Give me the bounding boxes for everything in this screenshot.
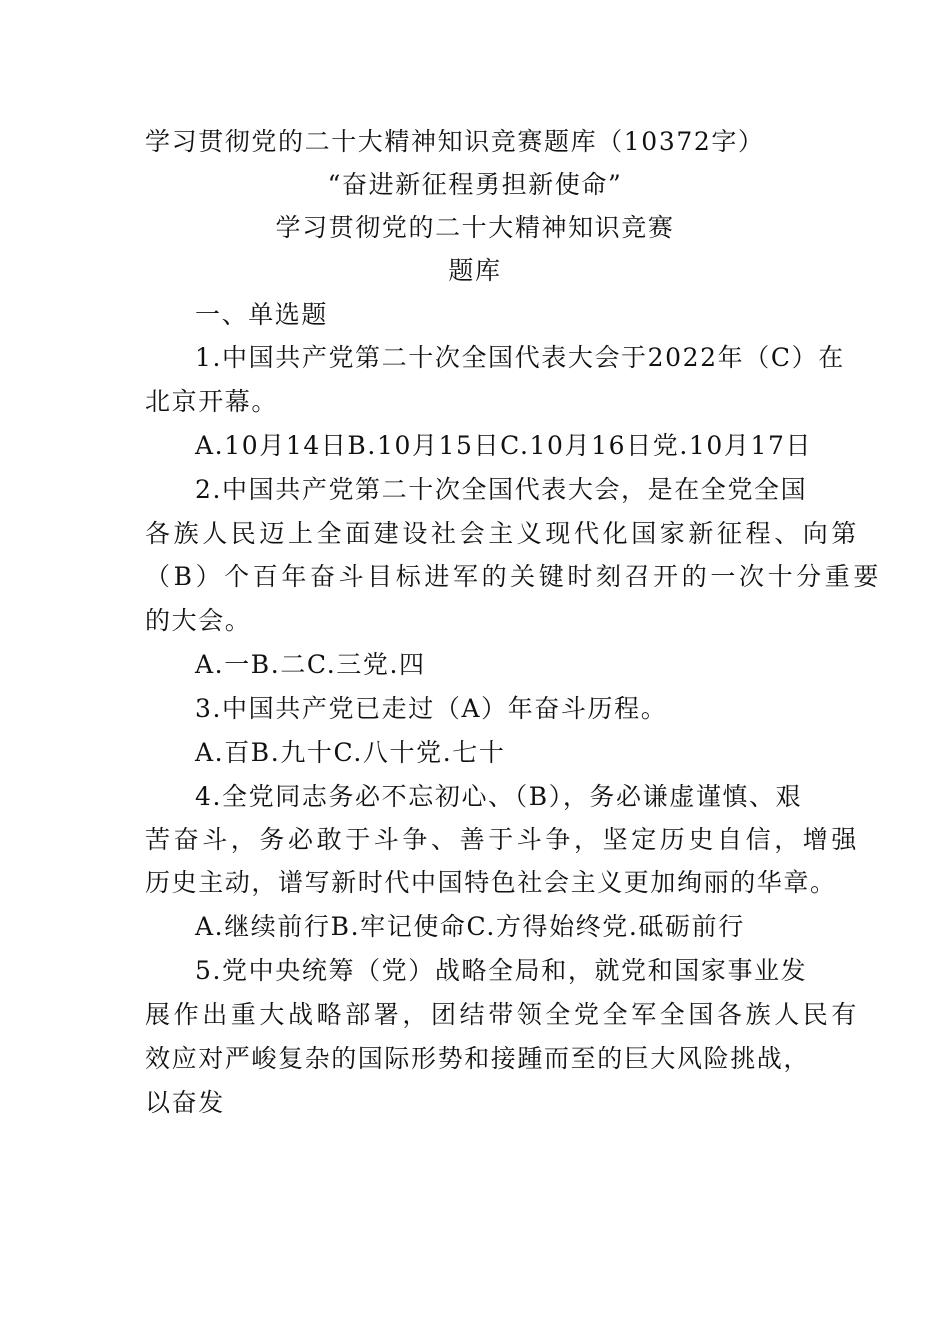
question-4-options: A.继续前行B.牢记使命C.方得始终党.砥砺前行 <box>195 912 745 941</box>
question-1-line-2: 北京开幕。 <box>145 387 279 416</box>
question-5-line-3: 效应对严峻复杂的国际形势和接踵而至的巨大风险挑战， <box>145 1044 811 1073</box>
question-2-line-3: （B）个百年奋斗目标进军的关键时刻召开的一次十分重要 <box>145 562 882 591</box>
question-3-options: A.百B.九十C.八十党.七十 <box>195 738 506 767</box>
document-subtitle: 学习贯彻党的二十大精神知识竞赛 <box>275 213 675 242</box>
question-5-line-1: 5.党中央统筹（党）战略全局和，就党和国家事业发 <box>195 956 808 985</box>
section-heading: 一、单选题 <box>195 300 329 329</box>
question-2-line-1: 2.中国共产党第二十次全国代表大会，是在全党全国 <box>195 475 808 504</box>
question-5-line-2: 展作出重大战略部署，团结带领全党全军全国各族人民有 <box>145 1000 861 1029</box>
question-2-options: A.一B.二C.三党.四 <box>195 650 426 679</box>
document-header-title: 学习贯彻党的二十大精神知识竞赛题库（10372字） <box>145 127 765 156</box>
question-1-options: A.10月14日B.10月15日C.10月16日党.10月17日 <box>195 431 813 460</box>
question-3-line-1: 3.中国共产党已走过（A）年奋斗历程。 <box>195 694 668 723</box>
question-1-line-1: 1.中国共产党第二十次全国代表大会于2022年（C）在 <box>195 343 845 372</box>
document-subtitle-bank: 题库 <box>448 256 502 285</box>
question-4-line-3: 历史主动，谱写新时代中国特色社会主义更加绚丽的华章。 <box>145 868 837 897</box>
question-2-line-4: 的大会。 <box>145 606 252 635</box>
question-5-line-4: 以奋发 <box>145 1088 225 1117</box>
question-4-line-2: 苦奋斗，务必敢于斗争、善于斗争，坚定历史自信，增强 <box>145 825 861 854</box>
question-4-line-1: 4.全党同志务必不忘初心、（B），务必谦虚谨慎、艰 <box>195 782 803 811</box>
question-2-line-2: 各族人民迈上全面建设社会主义现代化国家新征程、向第 <box>145 519 861 548</box>
document-slogan: “奋进新征程勇担新使命” <box>327 170 623 199</box>
